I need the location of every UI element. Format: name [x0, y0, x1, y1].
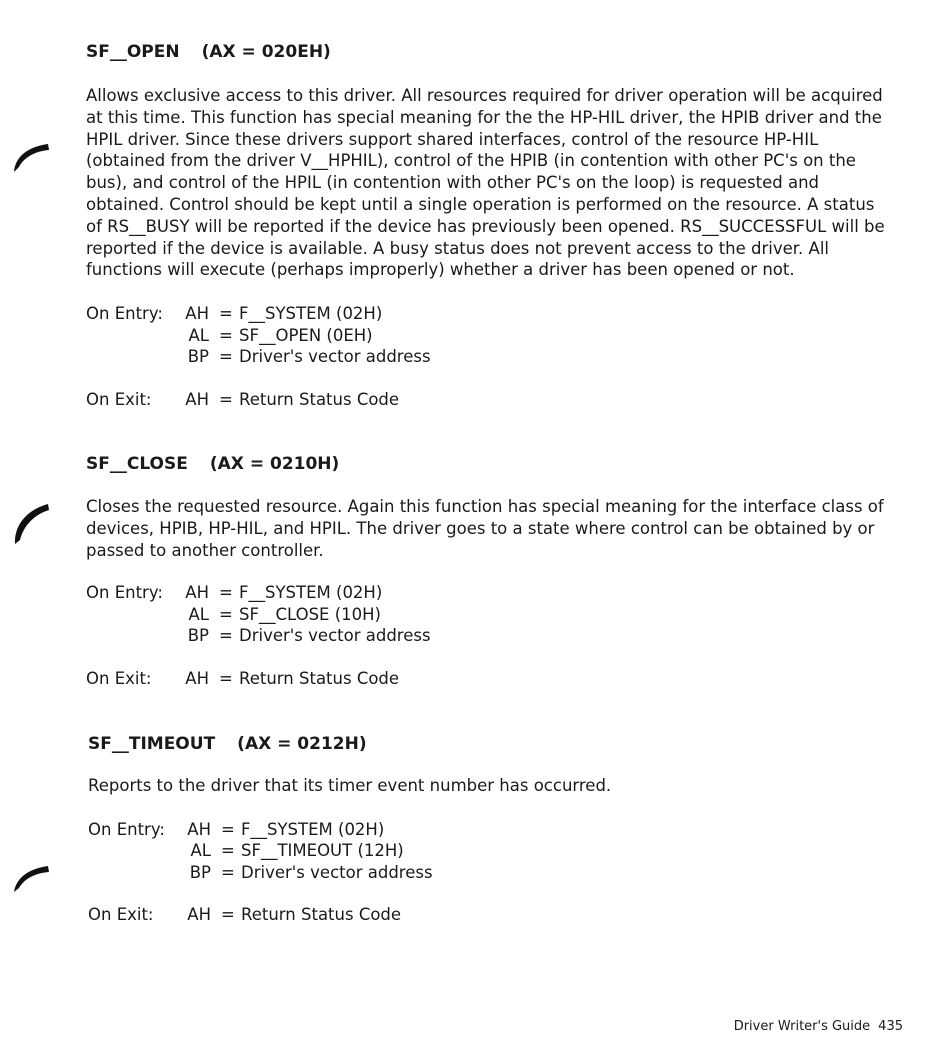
equals-sign: = — [221, 862, 235, 882]
equals-sign: = — [219, 668, 233, 688]
register-value: SF__CLOSE (10H) — [239, 604, 381, 624]
register-name: BP — [187, 347, 209, 367]
register-value: Return Status Code — [239, 668, 400, 688]
register-name: AH — [185, 583, 209, 603]
register-row — [88, 840, 888, 862]
register-value: Driver's vector address — [239, 347, 431, 367]
equals-sign: = — [219, 389, 233, 409]
section-sf-close — [86, 454, 886, 689]
register-name: AL — [190, 841, 211, 861]
equals-sign: = — [221, 905, 235, 925]
section-description: Closes the requested resource. Again this function has special meaning for the interface class of devices, HPIB, HP-HIL, and HPIL. The driver goes to a state where control can be obtained by or passed to another controller. — [86, 497, 884, 560]
equals-sign: = — [219, 583, 233, 603]
register-value: F__SYSTEM (02H) — [239, 583, 383, 603]
equals-sign: = — [221, 819, 235, 839]
register-row — [86, 604, 886, 626]
footer-title: Driver Writer's Guide — [733, 1019, 871, 1034]
on-entry-block — [86, 582, 886, 647]
on-exit-label: On Exit: — [86, 668, 152, 688]
on-exit-block — [88, 904, 888, 926]
on-entry-block — [86, 303, 886, 368]
register-value: F__SYSTEM (02H) — [239, 304, 383, 324]
register-row — [88, 819, 888, 841]
register-name: BP — [187, 626, 209, 646]
ax-value: (AX = 0210H) — [209, 454, 340, 474]
ax-value: (AX = 0212H) — [237, 734, 367, 754]
section-heading — [86, 42, 886, 62]
page-number: 435 — [878, 1019, 903, 1034]
margin-tab-mark-icon — [12, 140, 50, 174]
section-description: Allows exclusive access to this driver. All resources required for driver operation will be acquired at this time. This function has special meaning for the the HP-HIL driver, the HPIB driver and the HPIL driver. Since these drivers support shared interfaces, control of the resource HP-HIL (obtained from the driver V__HPHIL), control of the HPIB (in contention with other PC's on the bus), and control of the HPIL (in contention with other PC's on the loop) is requested and obtained. Control should be kept until a single operation is performed on the resource. A status of RS__BUSY will be reported if the device has previously been opened. RS__SUCCESSFUL will be reported if the device is available. A busy status does not prevent access to the driver. All functions will execute (perhaps improperly) whether a driver has been opened or not. — [86, 86, 885, 280]
register-row — [86, 346, 886, 368]
equals-sign: = — [219, 304, 233, 324]
equals-sign: = — [219, 347, 233, 367]
register-name: AL — [188, 325, 209, 345]
register-value: F__SYSTEM (02H) — [241, 819, 385, 839]
ax-value: (AX = 020EH) — [201, 42, 331, 62]
register-value: Driver's vector address — [239, 626, 431, 646]
on-exit-label: On Exit: — [86, 389, 152, 409]
on-exit-block — [86, 668, 886, 690]
register-name: AH — [185, 668, 209, 688]
equals-sign: = — [219, 604, 233, 624]
register-row — [88, 862, 888, 884]
function-name: SF__TIMEOUT — [88, 734, 216, 754]
register-name: AH — [185, 304, 209, 324]
register-row — [86, 325, 886, 347]
section-sf-open — [86, 42, 886, 410]
section-description: Reports to the driver that its timer event number has occurred. — [88, 776, 612, 795]
register-row — [88, 904, 888, 926]
on-exit-label: On Exit: — [88, 905, 154, 925]
equals-sign: = — [219, 325, 233, 345]
register-value: Return Status Code — [239, 389, 400, 409]
margin-tab-mark-icon — [12, 862, 50, 894]
register-value: Return Status Code — [241, 905, 402, 925]
register-value: SF__TIMEOUT (12H) — [241, 841, 404, 861]
register-row — [86, 668, 886, 690]
page-footer — [734, 1019, 903, 1034]
on-entry-label: On Entry: — [86, 583, 163, 603]
register-name: AH — [185, 389, 209, 409]
on-entry-label: On Entry: — [88, 819, 165, 839]
register-row — [86, 303, 886, 325]
register-value: SF__OPEN (0EH) — [239, 325, 373, 345]
register-row — [86, 389, 886, 411]
function-name: SF__CLOSE — [86, 454, 188, 474]
section-heading — [86, 454, 886, 474]
register-name: AL — [188, 604, 209, 624]
function-name: SF__OPEN — [86, 42, 180, 62]
register-name: BP — [189, 862, 211, 882]
margin-tab-mark-icon — [12, 500, 50, 546]
section-sf-timeout — [88, 734, 888, 926]
equals-sign: = — [219, 626, 233, 646]
register-name: AH — [187, 819, 211, 839]
register-row — [86, 625, 886, 647]
on-entry-label: On Entry: — [86, 304, 163, 324]
on-exit-block — [86, 389, 886, 411]
register-value: Driver's vector address — [241, 862, 433, 882]
section-heading — [88, 734, 888, 754]
register-row — [86, 582, 886, 604]
on-entry-block — [88, 819, 888, 884]
equals-sign: = — [221, 841, 235, 861]
register-name: AH — [187, 905, 211, 925]
